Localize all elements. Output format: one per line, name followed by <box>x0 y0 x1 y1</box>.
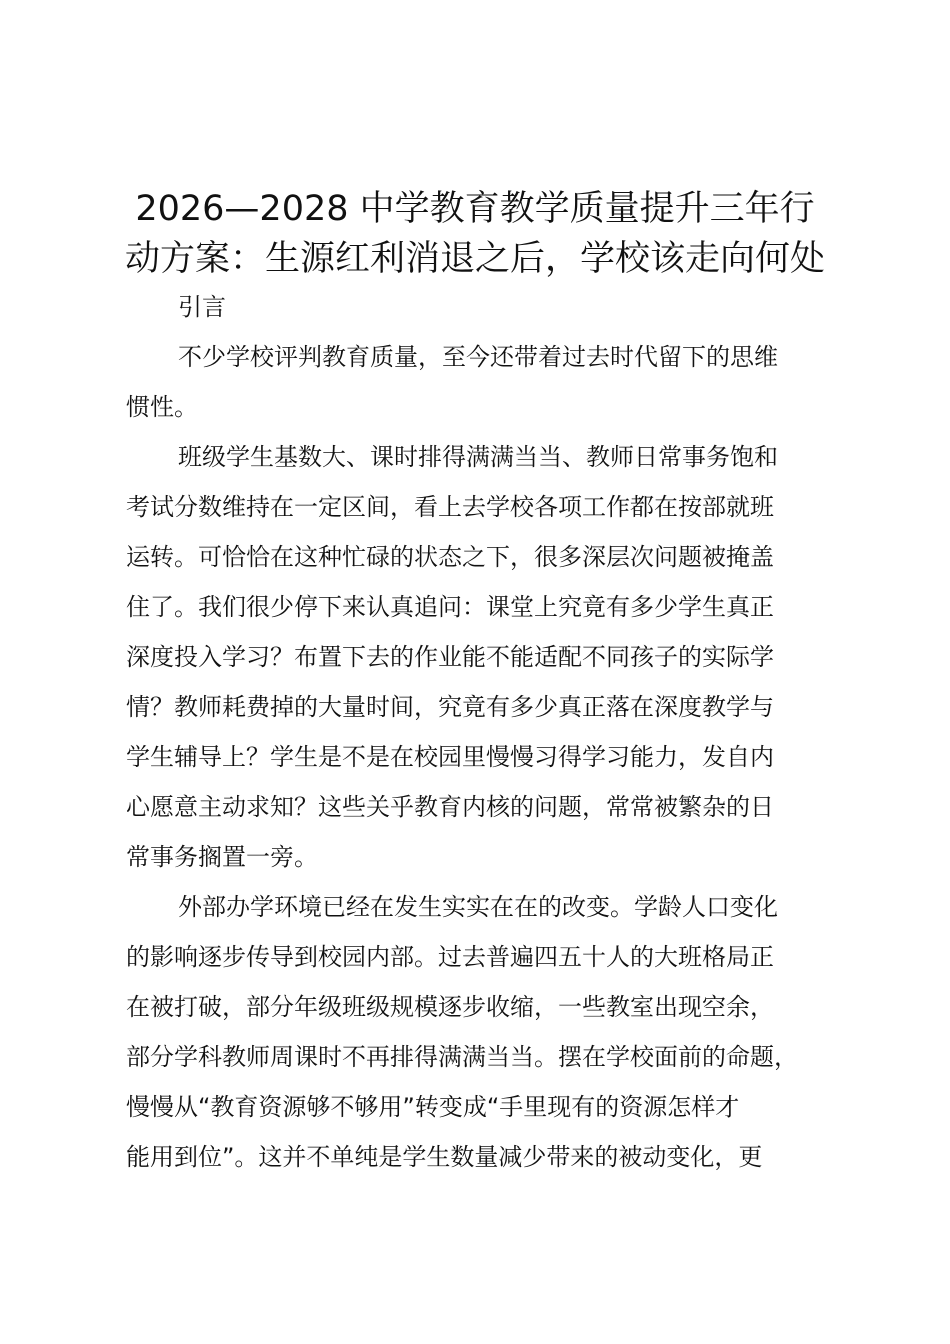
section-heading: 引言 <box>178 293 226 321</box>
paragraph-3-line-6: 能用到位”。这并不单纯是学生数量减少带来的被动变化，更 <box>126 1143 763 1171</box>
paragraph-2-line-6: 情？教师耗费掉的大量时间，究竟有多少真正落在深度教学与 <box>126 693 774 721</box>
paragraph-3-line-2: 的影响逐步传导到校园内部。过去普遍四五十人的大班格局正 <box>126 943 774 971</box>
title-line-1: 2026—2028 中学教育教学质量提升三年行 <box>135 189 815 229</box>
title-line-2: 动方案：生源红利消退之后，学校该走向何处 <box>124 239 825 279</box>
paragraph-3-line-3: 在被打破，部分年级班级规模逐步收缩，一些教室出现空余， <box>126 993 774 1021</box>
paragraph-1-line-2: 惯性。 <box>126 393 198 421</box>
paragraph-2 <box>126 432 842 882</box>
paragraph-1-line-1: 不少学校评判教育质量，至今还带着过去时代留下的思维 <box>178 343 778 371</box>
paragraph-2-line-8: 心愿意主动求知？这些关乎教育内核的问题，常常被繁杂的日 <box>126 793 774 821</box>
paragraph-2-line-3: 运转。可恰恰在这种忙碌的状态之下，很多深层次问题被掩盖 <box>126 543 774 571</box>
paragraph-3-line-1: 外部办学环境已经在发生实实在在的改变。学龄人口变化 <box>178 893 778 921</box>
paragraph-3-line-5: 慢慢从“教育资源够不够用”转变成“手里现有的资源怎样才 <box>126 1093 740 1121</box>
document-title <box>110 184 840 284</box>
paragraph-3-line-4: 部分学科教师周课时不再排得满满当当。摆在学校面前的命题， <box>126 1043 798 1071</box>
paragraph-2-line-2: 考试分数维持在一定区间，看上去学校各项工作都在按部就班 <box>126 493 774 521</box>
paragraph-2-line-5: 深度投入学习？布置下去的作业能不能适配不同孩子的实际学 <box>126 643 774 671</box>
paragraph-2-line-7: 学生辅导上？学生是不是在校园里慢慢习得学习能力，发自内 <box>126 743 774 771</box>
paragraph-1 <box>126 332 842 432</box>
paragraph-2-line-1: 班级学生基数大、课时排得满满当当、教师日常事务饱和 <box>178 443 778 471</box>
document-body <box>126 282 842 1182</box>
paragraph-2-line-4: 住了。我们很少停下来认真追问：课堂上究竟有多少学生真正 <box>126 593 774 621</box>
paragraph-2-line-9: 常事务搁置一旁。 <box>126 843 318 871</box>
paragraph-3 <box>126 882 842 1182</box>
